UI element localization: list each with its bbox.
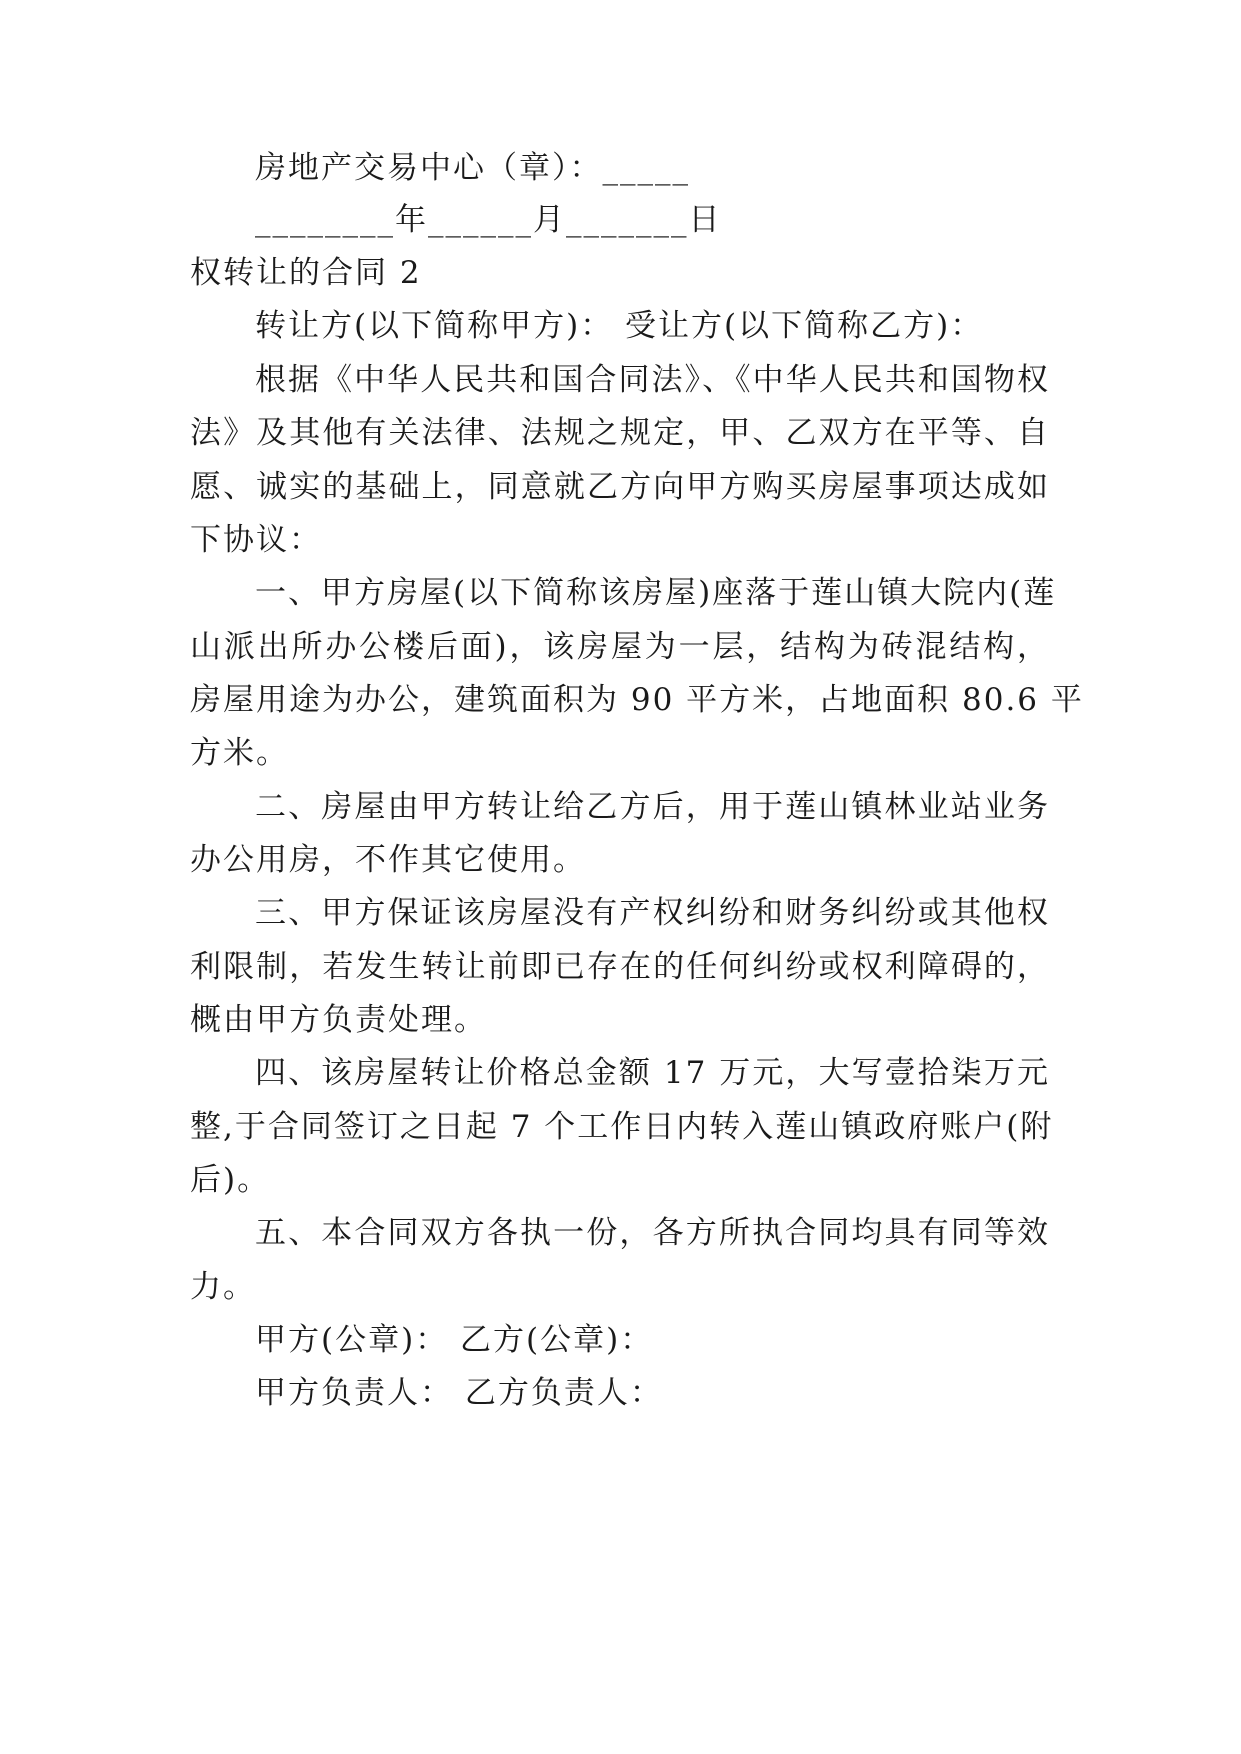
intro-line-2: 法》及其他有关法律、法规之规定，甲、乙双方在平等、自 — [190, 415, 1050, 451]
intro-line-1: 根据《中华人民共和国合同法》、《中华人民共和国物权 — [255, 362, 1050, 398]
clause1-line-4: 方米。 — [190, 735, 289, 771]
clause5-line-2: 力。 — [190, 1269, 256, 1305]
clause5-line-1: 五、本合同双方各执一份，各方所执合同均具有同等效 — [255, 1215, 1050, 1251]
clause2-line-1: 二、房屋由甲方转让给乙方后，用于莲山镇林业站业务 — [255, 789, 1050, 825]
intro-line-3: 愿、诚实的基础上，同意就乙方向甲方购买房屋事项达成如 — [190, 469, 1050, 505]
clause3-line-1: 三、甲方保证该房屋没有产权纠纷和财务纠纷或其他权 — [255, 895, 1050, 931]
clause4-line-3: 后)。 — [190, 1162, 271, 1198]
intro-line-4: 下协议： — [190, 522, 322, 558]
clause3-line-2: 利限制，若发生转让前即已存在的任何纠纷或权利障碍的， — [190, 949, 1050, 985]
clause1-line-2: 山派出所办公楼后面)，该房屋为一层，结构为砖混结构， — [190, 629, 1050, 665]
signature-seal-line: 甲方(公章)： 乙方(公章)： — [255, 1322, 654, 1358]
clause1-line-1: 一、甲方房屋(以下简称该房屋)座落于莲山镇大院内(莲 — [255, 575, 1057, 611]
date-line: ________年______月_______日 — [255, 202, 722, 238]
parties-line: 转让方(以下简称甲方)： 受让方(以下简称乙方)： — [255, 308, 984, 344]
clause2-line-2: 办公用房，不作其它使用。 — [190, 842, 586, 878]
signature-responsible-line: 甲方负责人： 乙方负责人： — [255, 1375, 663, 1411]
clause1-line-3: 房屋用途为办公，建筑面积为 90 平方米，占地面积 80.6 平 — [190, 682, 1084, 718]
clause4-line-1: 四、该房屋转让价格总金额 17 万元，大写壹拾柒万元 — [255, 1055, 1050, 1091]
clause3-line-3: 概由甲方负责处理。 — [190, 1002, 487, 1038]
clause4-line-2: 整,于合同签订之日起 7 个工作日内转入莲山镇政府账户(附 — [190, 1109, 1054, 1145]
contract-title: 权转让的合同 2 — [190, 255, 422, 291]
stamp-line: 房地产交易中心（章）：_____ — [255, 150, 690, 186]
